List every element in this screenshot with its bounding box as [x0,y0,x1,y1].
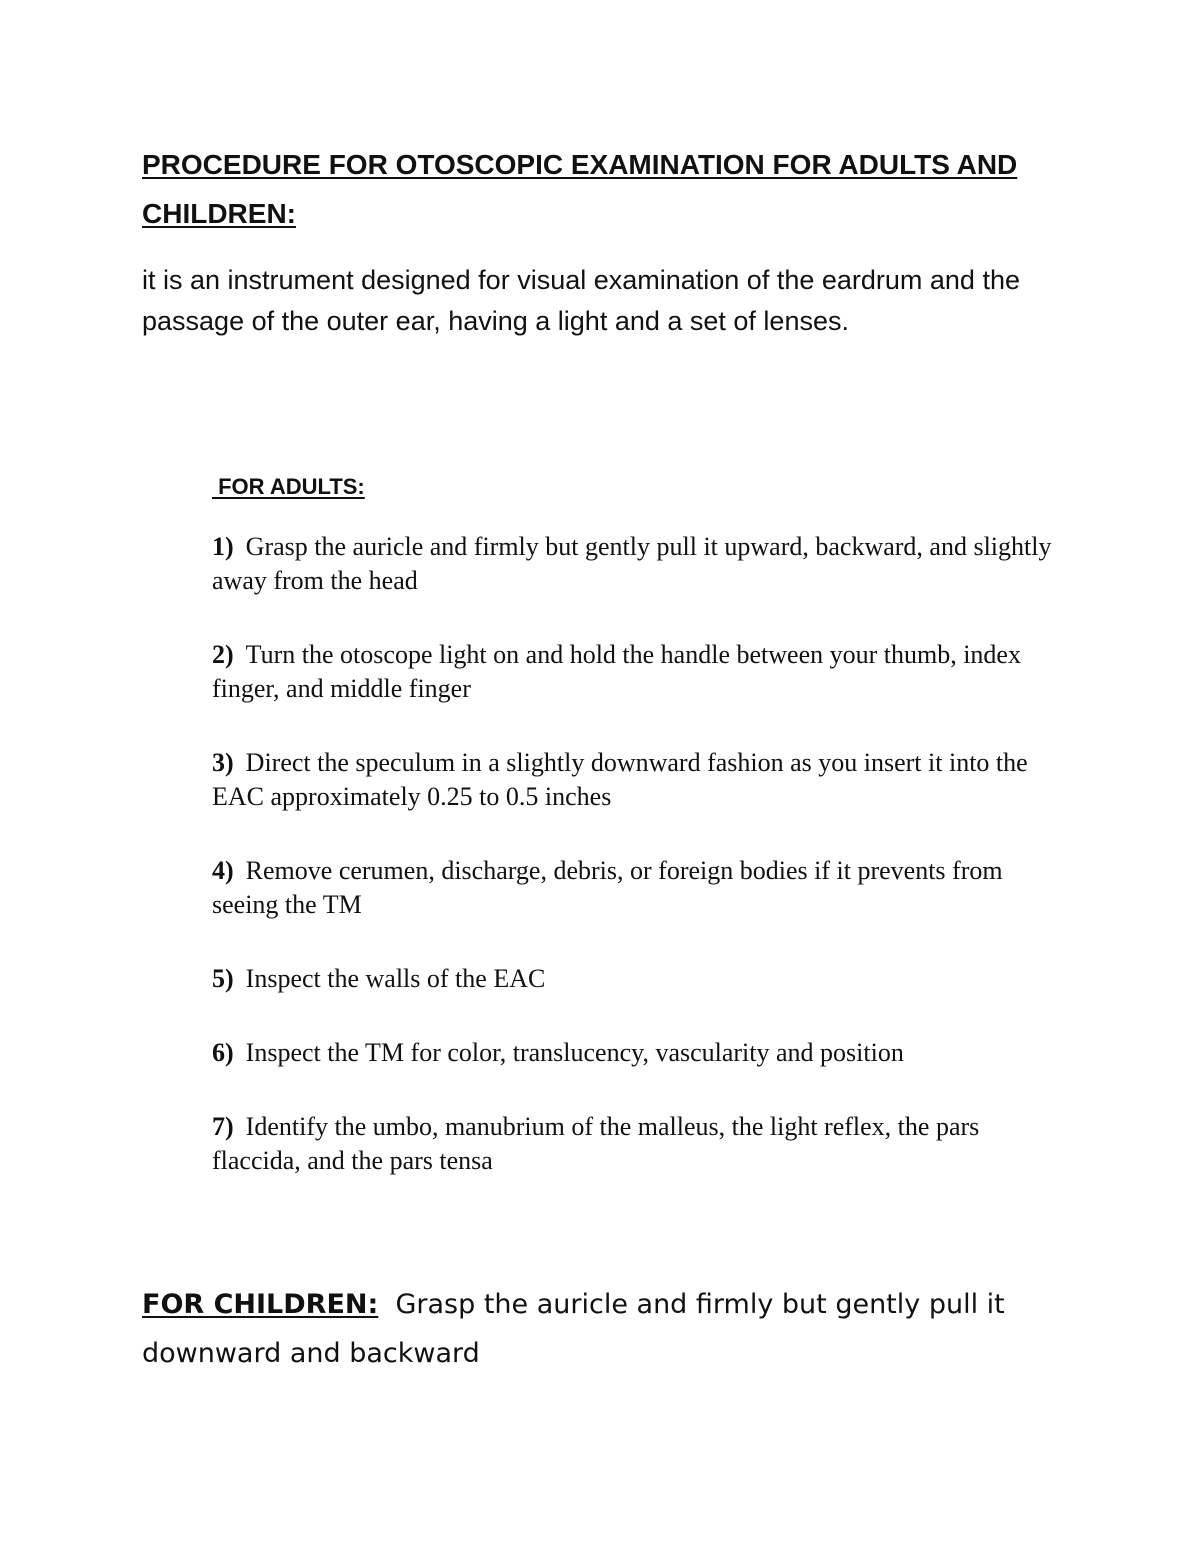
adults-heading: FOR ADULTS: [212,474,365,499]
step-text: Inspect the TM for color, translucency, vascularity and position [245,1038,904,1067]
step-item [212,854,1072,922]
step-item [212,962,1072,996]
step-item [212,746,1072,814]
step-number: 3) [212,748,234,777]
step-number: 7) [212,1112,234,1141]
children-label: FOR CHILDREN: [142,1289,379,1320]
step-item [212,1110,1072,1178]
step-text: Inspect the walls of the EAC [245,964,546,993]
intro-paragraph: it is an instrument designed for visual examination of the eardrum and the passage of the outer ear, having a light and a set of lenses. [142,265,1020,336]
children-paragraph [142,1280,1072,1378]
step-number: 1) [212,532,234,561]
step-text: Turn the otoscope light on and hold the handle between your thumb, index finger, and middle finger [212,640,1021,703]
children-text: Grasp the auricle and firmly but gently pull it downward and backward [142,1289,1005,1369]
step-number: 4) [212,856,234,885]
adults-steps-list [212,530,1072,1218]
step-text: Identify the umbo, manubrium of the malleus, the light reflex, the pars flaccida, and the pars tensa [212,1112,980,1175]
step-item [212,638,1072,706]
step-text: Grasp the auricle and firmly but gently pull it upward, backward, and slightly away from the head [212,532,1052,595]
step-number: 6) [212,1038,234,1067]
step-number: 5) [212,964,234,993]
step-number: 2) [212,640,234,669]
step-text: Direct the speculum in a slightly downward fashion as you insert it into the EAC approximately 0.25 to 0.5 inches [212,748,1028,811]
step-item [212,1036,1072,1070]
step-text: Remove cerumen, discharge, debris, or foreign bodies if it prevents from seeing the TM [212,856,1003,919]
document-title: PROCEDURE FOR OTOSCOPIC EXAMINATION FOR ADULTS AND CHILDREN: [142,149,1018,229]
step-item [212,530,1072,598]
